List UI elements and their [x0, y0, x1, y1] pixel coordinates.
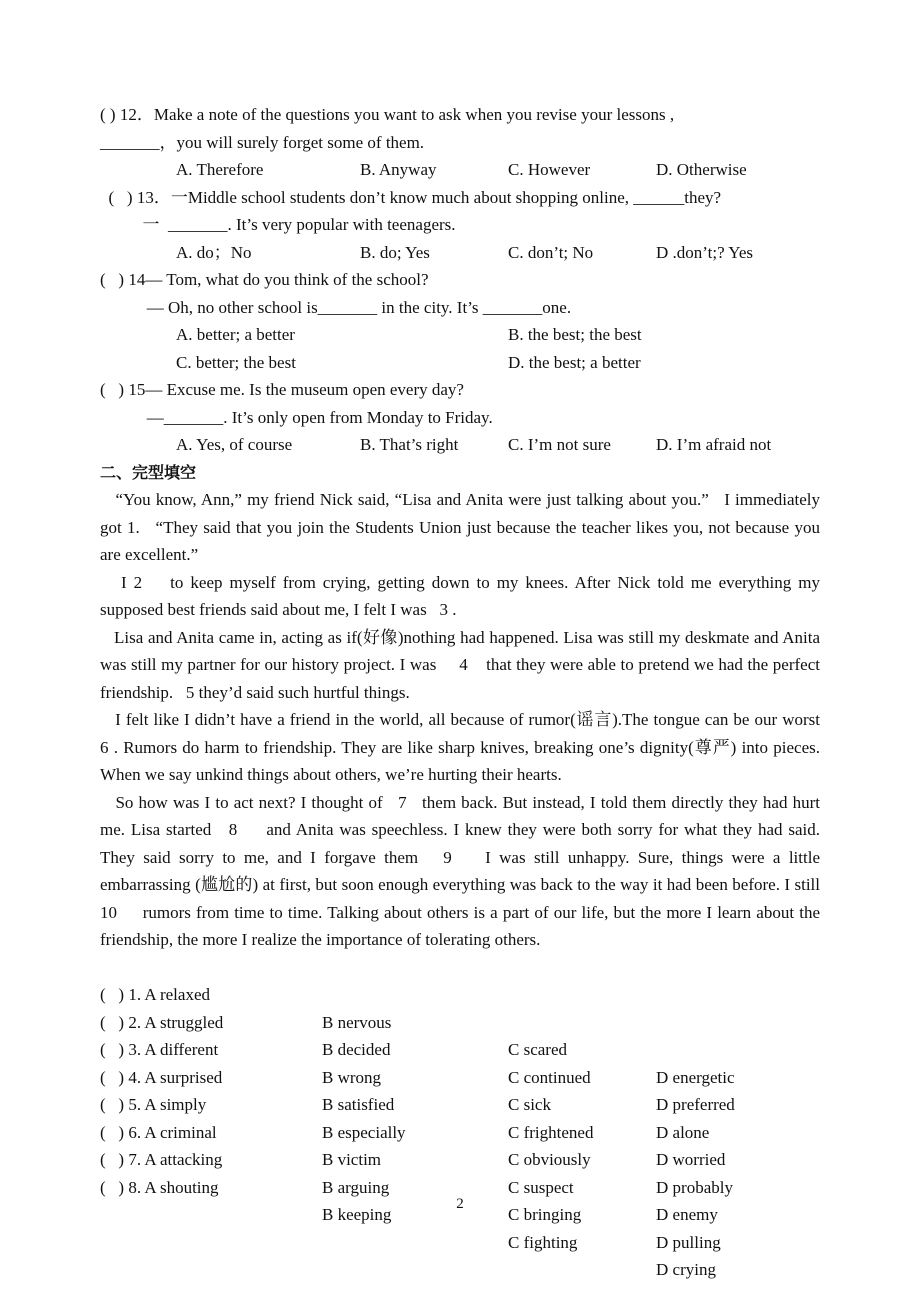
cloze-a: ( ) 4. A surprised	[100, 1067, 223, 1087]
option: A. better; a better	[176, 325, 295, 344]
option: D .don’t;? Yes	[656, 242, 753, 262]
q14-stem-1: ( ) 14— Tom, what do you think of the school?	[100, 270, 429, 289]
section-title: 二、完型填空	[100, 462, 197, 482]
cloze-a: ( ) 7. A attacking	[100, 1150, 223, 1169]
cloze-c: C suspect	[508, 1177, 574, 1197]
q12-stem-2: _______，you will surely forget some of them.	[100, 132, 425, 152]
option: B. do; Yes	[360, 242, 430, 262]
cloze-a: ( ) 5. A simply	[100, 1095, 207, 1114]
q13-options	[100, 239, 820, 267]
cloze-d: D crying	[656, 1260, 716, 1279]
cloze-d: D preferred	[656, 1095, 735, 1114]
option: D. I’m afraid not	[656, 435, 772, 454]
cloze-c: C obviously	[508, 1150, 591, 1169]
option: C. I’m not sure	[508, 435, 611, 454]
option: B. Anyway	[360, 160, 437, 179]
cloze-d: D pulling	[656, 1232, 721, 1252]
option: B. the best; the best	[508, 325, 642, 344]
option: D. the best; a better	[508, 352, 641, 372]
worksheet	[100, 101, 833, 1279]
cloze-c: C fighting	[508, 1232, 578, 1252]
cloze-b: B arguing	[322, 1177, 390, 1197]
cloze-c: C frightened	[508, 1122, 594, 1142]
cloze-d: D probably	[656, 1177, 733, 1197]
cloze-b: B nervous	[322, 1012, 392, 1032]
q14-stem-2: — Oh, no other school is_______ in the city. It’s _______one.	[100, 297, 572, 317]
cloze-d: D alone	[656, 1122, 710, 1142]
cloze-a: ( ) 8. A shouting	[100, 1177, 219, 1197]
option: C. don’t; No	[508, 242, 594, 262]
q15-stem-2: —_______. It’s only open from Monday to Friday.	[100, 407, 493, 427]
cloze-b: B especially	[322, 1122, 406, 1142]
q12-options	[100, 156, 820, 184]
q13-stem-1: ( ) 13．一Middle school students don’t know much about shopping online, ______they?	[100, 187, 722, 207]
page-number: 2	[456, 1196, 464, 1212]
cloze-d: D energetic	[656, 1067, 735, 1087]
passage-paragraph: So how was I to act next? I thought of 7 them back. But instead, I told them directly they had hurt me. Lisa started 8 and Anita was speechless. I knew they were both sorry for what they had said. They said sorry to me, and I forgave them 9 I was still unhappy. Sure, things were a little embarrassing (尴尬的) at first, but soon enough everything was back to the way it had been before. I still 10 rumors from time to time. Talking about others is a part of our life, but the more I learn about the friendship, the more I realize the importance of tolerating others.	[100, 792, 825, 949]
passage-paragraph: “You know, Ann,” my friend Nick said, “Lisa and Anita were just talking about you.” I immediately got 1. “They said that you join the Students Union just because the teacher likes you, not because you are excellent.”	[100, 490, 825, 564]
cloze-b: B keeping	[322, 1205, 392, 1224]
q12-stem-1: ( ) 12．Make a note of the questions you want to ask when you revise your lessons ,	[100, 105, 675, 124]
option: A. Therefore	[176, 160, 264, 179]
option: D. Otherwise	[656, 160, 747, 179]
cloze-b: B satisfied	[322, 1095, 395, 1114]
cloze-a: ( ) 6. A criminal	[100, 1122, 217, 1142]
q15-options	[100, 431, 820, 459]
option: B. That’s right	[360, 435, 459, 454]
passage-paragraph: I 2 to keep myself from crying, getting down to my knees. After Nick told me everything my supposed best friends said about me, I felt I was 3 .	[100, 572, 825, 619]
q13-stem-2: 一 _______. It’s very popular with teenagers.	[100, 215, 456, 234]
option: C. better; the best	[176, 352, 296, 372]
passage-paragraph: I felt like I didn’t have a friend in the world, all because of rumor(谣言).The tongue can be our worst 6 . Rumors do harm to friendship. They are like sharp knives, breaking one’s dignity(尊严) into pieces. When we say unkind things about others, we’re hurting their hearts.	[100, 710, 833, 784]
option: C. However	[508, 160, 591, 179]
cloze-d: D worried	[656, 1150, 726, 1169]
q14-options-row1	[100, 321, 820, 349]
cloze-b: B wrong	[322, 1067, 382, 1087]
passage-paragraph: Lisa and Anita came in, acting as if(好像)nothing had happened. Lisa was still my deskmate and Anita was still my partner for our history project. I was 4 that they were able to pretend we had the perfect friendship. 5 they’d said such hurtful things.	[100, 627, 825, 702]
cloze-a: ( ) 3. A different	[100, 1040, 219, 1059]
cloze-b: B victim	[322, 1150, 382, 1169]
q14-options-row2	[100, 349, 820, 377]
q15-stem-1: ( ) 15— Excuse me. Is the museum open every day?	[100, 380, 464, 399]
cloze-c: C scared	[508, 1040, 568, 1059]
cloze-a: ( ) 1. A relaxed	[100, 985, 210, 1004]
cloze-b: B decided	[322, 1040, 391, 1059]
cloze-c: C bringing	[508, 1205, 582, 1224]
cloze-c: C continued	[508, 1067, 591, 1087]
cloze-c: C sick	[508, 1095, 551, 1114]
option: A. Yes, of course	[176, 435, 293, 454]
cloze-a: ( ) 2. A struggled	[100, 1012, 224, 1032]
option: A. do；No	[176, 242, 252, 262]
cloze-d: D enemy	[656, 1205, 718, 1224]
